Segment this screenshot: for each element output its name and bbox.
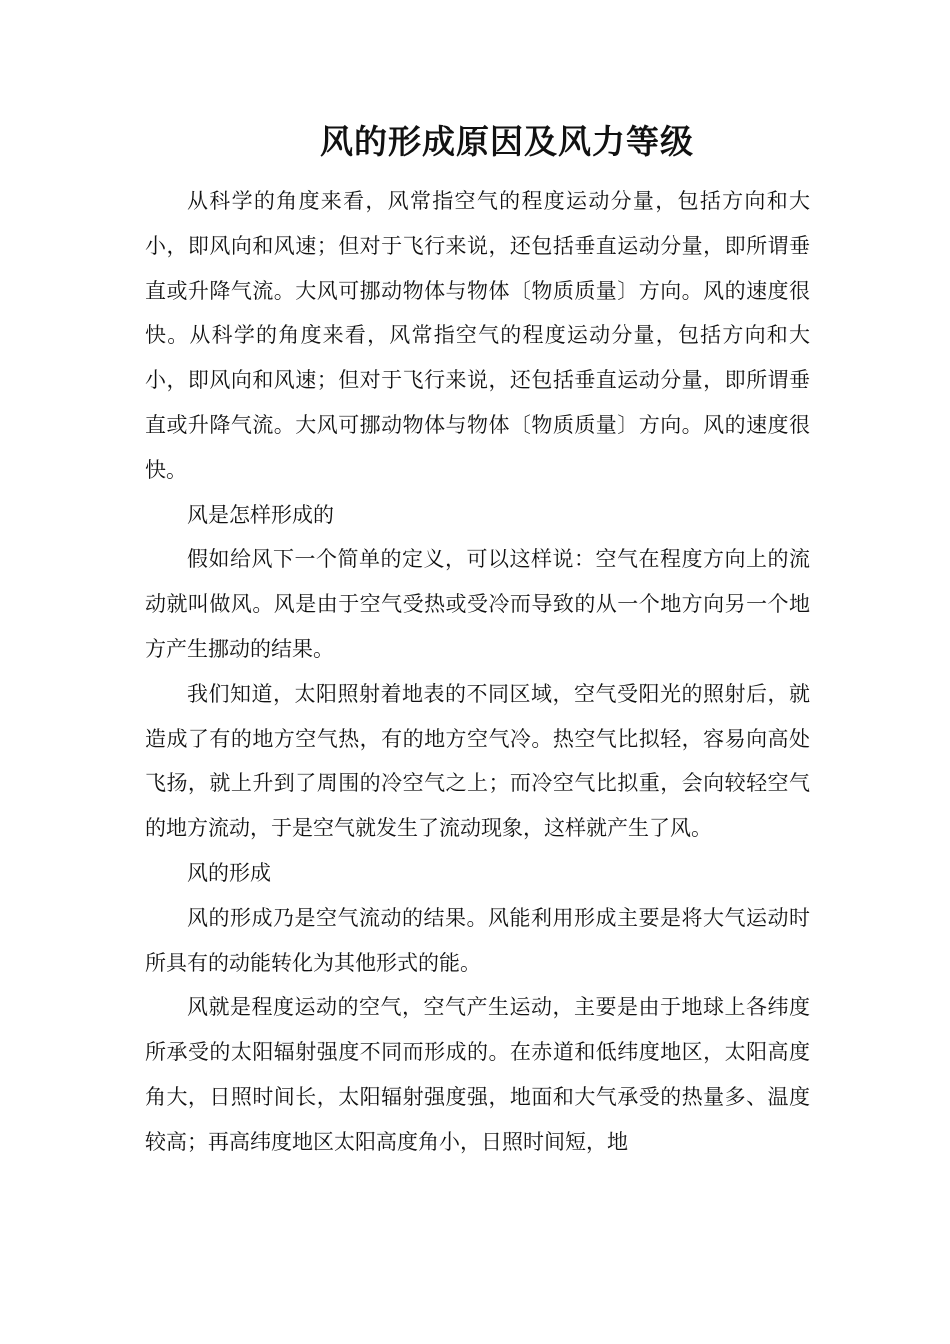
paragraph-definition: 假如给风下一个简单的定义，可以这样说：空气在程度方向上的流动就叫做风。风是由于空气受热或受冷而导致的从一个地方向另一个地方产生挪动的结果。 [145,547,810,661]
paragraph-intro: 从科学的角度来看，风常指空气的程度运动分量，包括方向和大小，即风向和风速；但对于飞行来说，还包括垂直运动分量，即所谓垂直或升降气流。大风可挪动物体与物体〔物质质量〕方向。风的速度很快。从科学的角度来看，风常指空气的程度运动分量，包括方向和大小，即风向和风速；但对于飞行来说，还包括垂直运动分量，即所谓垂直或升降气流。大风可挪动物体与物体〔物质质量〕方向。风的速度很快。 [145,189,810,482]
paragraph-solar-radiation: 风就是程度运动的空气，空气产生运动，主要是由于地球上各纬度所承受的太阳辐射强度不同而形成的。在赤道和低纬度地区，太阳高度角大，日照时间长，太阳辐射强度强，地面和大气承受的热量多、温度较高；再高纬度地区太阳高度角小，日照时间短，地 [145,995,810,1154]
section-heading-wind-formation: 风的形成 [187,860,271,885]
document-title: 风的形成原因及风力等级 [320,122,694,161]
paragraph-wind-energy: 风的形成乃是空气流动的结果。风能利用形成主要是将大气运动时所具有的动能转化为其他形式的能。 [145,905,810,975]
paragraph-sun-heating: 我们知道，太阳照射着地表的不同区域，空气受阳光的照射后，就造成了有的地方空气热，有的地方空气冷。热空气比拟轻，容易向高处飞扬，就上升到了周围的冷空气之上；而冷空气比拟重，会向较轻空气的地方流动，于是空气就发生了流动现象，这样就产生了风。 [145,681,810,841]
section-heading-how-wind-forms: 风是怎样形成的 [187,502,334,527]
document-body [145,179,810,1165]
